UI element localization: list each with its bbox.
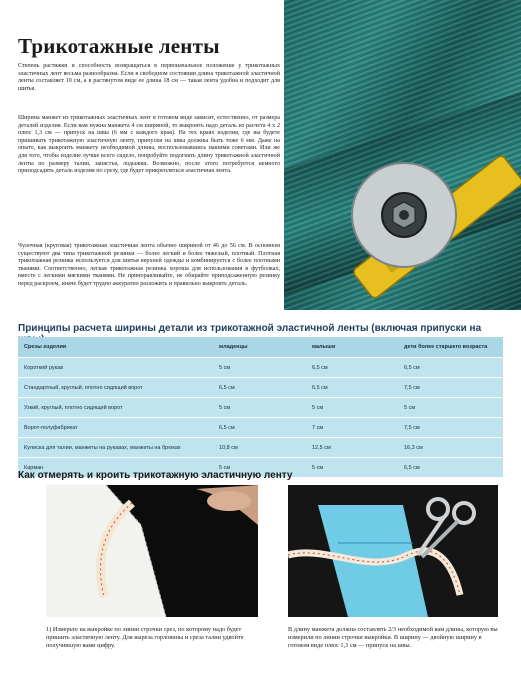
caption-measure: 1) Измерьте на выкройке по линии строчки срез, по которому надо будет пришить эластичную ленту. Для выреза горловины и среза талии удвойте получившую вами цифру.: [46, 626, 244, 649]
table-cell: Стандартный, круглый, плотно сидящий ворот: [24, 384, 143, 391]
section-title: Как отмерять и кроить трикотажную эластичную ленту: [18, 470, 293, 481]
width-table: [18, 337, 503, 478]
table-cell: 5 см: [219, 364, 231, 371]
table-cell: 5 см: [219, 464, 231, 471]
table-cell: 7,5 см: [404, 384, 420, 391]
table-cell: 6,5 см: [404, 464, 420, 471]
table-row: [18, 398, 503, 418]
table-row: [18, 358, 503, 378]
table-cell: 6,5 см: [404, 364, 420, 371]
table-cell: 16,3 см: [404, 444, 423, 451]
table-cell: 6,5 см: [312, 364, 328, 371]
table-cell: Кулиска для талии, манжеты на рукавах, манжеты на брюках: [24, 444, 181, 451]
tubular-knit-paragraph: Чулочная (круговая) трикотажная эластичная лента обычно шириной от 46 до 56 см. В основном существуют два типа трикотажной резинки — более легкий и более тяжелый, плотный. Плотная трикотажная резинка используется для шитья верхней одежды и комбинируется с более плотными тканями. Соответственно, легкая трикотажная резинка хороша для использования в футболках, вместе с легкими мягкими тканями. Не приноравливайте, не обирайте приподсаженную резинку перед раскроем, иначе будет трудно аккуратно разложить и правильно выкроить деталь.: [18, 243, 280, 287]
table-row: [18, 418, 503, 438]
table-cell: 5 см: [219, 404, 231, 411]
table-header-cell: Срезы изделия: [24, 344, 67, 350]
table-cell: 10,8 см: [219, 444, 238, 451]
table-cell: Ворот-полуфабрикат: [24, 424, 78, 431]
table-cell: 6,5 см: [219, 384, 235, 391]
measuring-pattern-photo: [46, 485, 258, 617]
table-cell: 5 см: [312, 404, 324, 411]
table-cell: Карман: [24, 464, 44, 471]
caption-cuff-length: В длину манжета должна составлять 2/3 необходимой вам длины, которую вы измерили по линии строчки выкройки. В ширину — двойную ширину в готовом виде плюс 1,3 см — припуск на швы.: [288, 626, 498, 649]
table-cell: 5 см: [404, 404, 416, 411]
table-row: [18, 438, 503, 458]
table-header-row: [18, 337, 503, 358]
table-cell: 7 см: [312, 424, 324, 431]
table-title: Принципы расчета ширины детали из трикотажной эластичной ленты (включая припуски на: [18, 323, 482, 334]
table-cell: 5 см: [312, 464, 324, 471]
table-cell: 6,5 см: [312, 384, 328, 391]
cuff-width-paragraph: Ширина манжет из трикотажных эластичных лент в готовом виде зависит, естественно, от размера деталей изделия. Если вам нужна манжета 4 см шириной, то выкроить надо деталь из расчета 4 х 2 плюс 1,3 см — припуск на швы (6 мм с каждого края). На тех краях изделия, где вы будете пришивать трикотажную эластичную ленту, припуски на швы должны быть тоже 6 мм. Даже на опыте, как выкроить манжету необходимой длины, воспользовавшись нашими советами. Или же для того, чтобы изделие лучше всего сидело, попробуйте подогнать длину трикотажной эластичной ленты по размеру талии, запястья, лодыжки. Возможно, после этого потребуется немного приподсадить деталь изделия по срезу, где будет прикрепляться эластичная лента.: [18, 115, 280, 175]
table-header-cell: дети более старшего возраста: [404, 344, 488, 350]
table-cell: 7,5 см: [404, 424, 420, 431]
table-cell: 6,5 см: [219, 424, 235, 431]
table-cell: 12,5 см: [312, 444, 331, 451]
table-cell: Короткий рукав: [24, 364, 64, 371]
knit-fabric-rotary-cutter-photo: [284, 0, 521, 310]
table-cell: Узкий, круглый, плотно сидящий ворот: [24, 404, 123, 411]
table-header-cell: малыши: [312, 344, 336, 350]
intro-paragraph: Степень растяжки и способность возвращаться в первоначальное положение у трикотажных эластичных лент весьма разнообразна. Если в свободном состоянии длина трикотажной эластичной ленты составляет 10 см, а в растянутом виде ее длина 18 см — такая лента удобна и подходит для шитья.: [18, 63, 280, 92]
table-row: [18, 378, 503, 398]
table-header-cell: младенцы: [219, 344, 248, 350]
cutting-ribbing-photo: [288, 485, 498, 617]
page-title: Трикотажные ленты: [18, 34, 220, 58]
